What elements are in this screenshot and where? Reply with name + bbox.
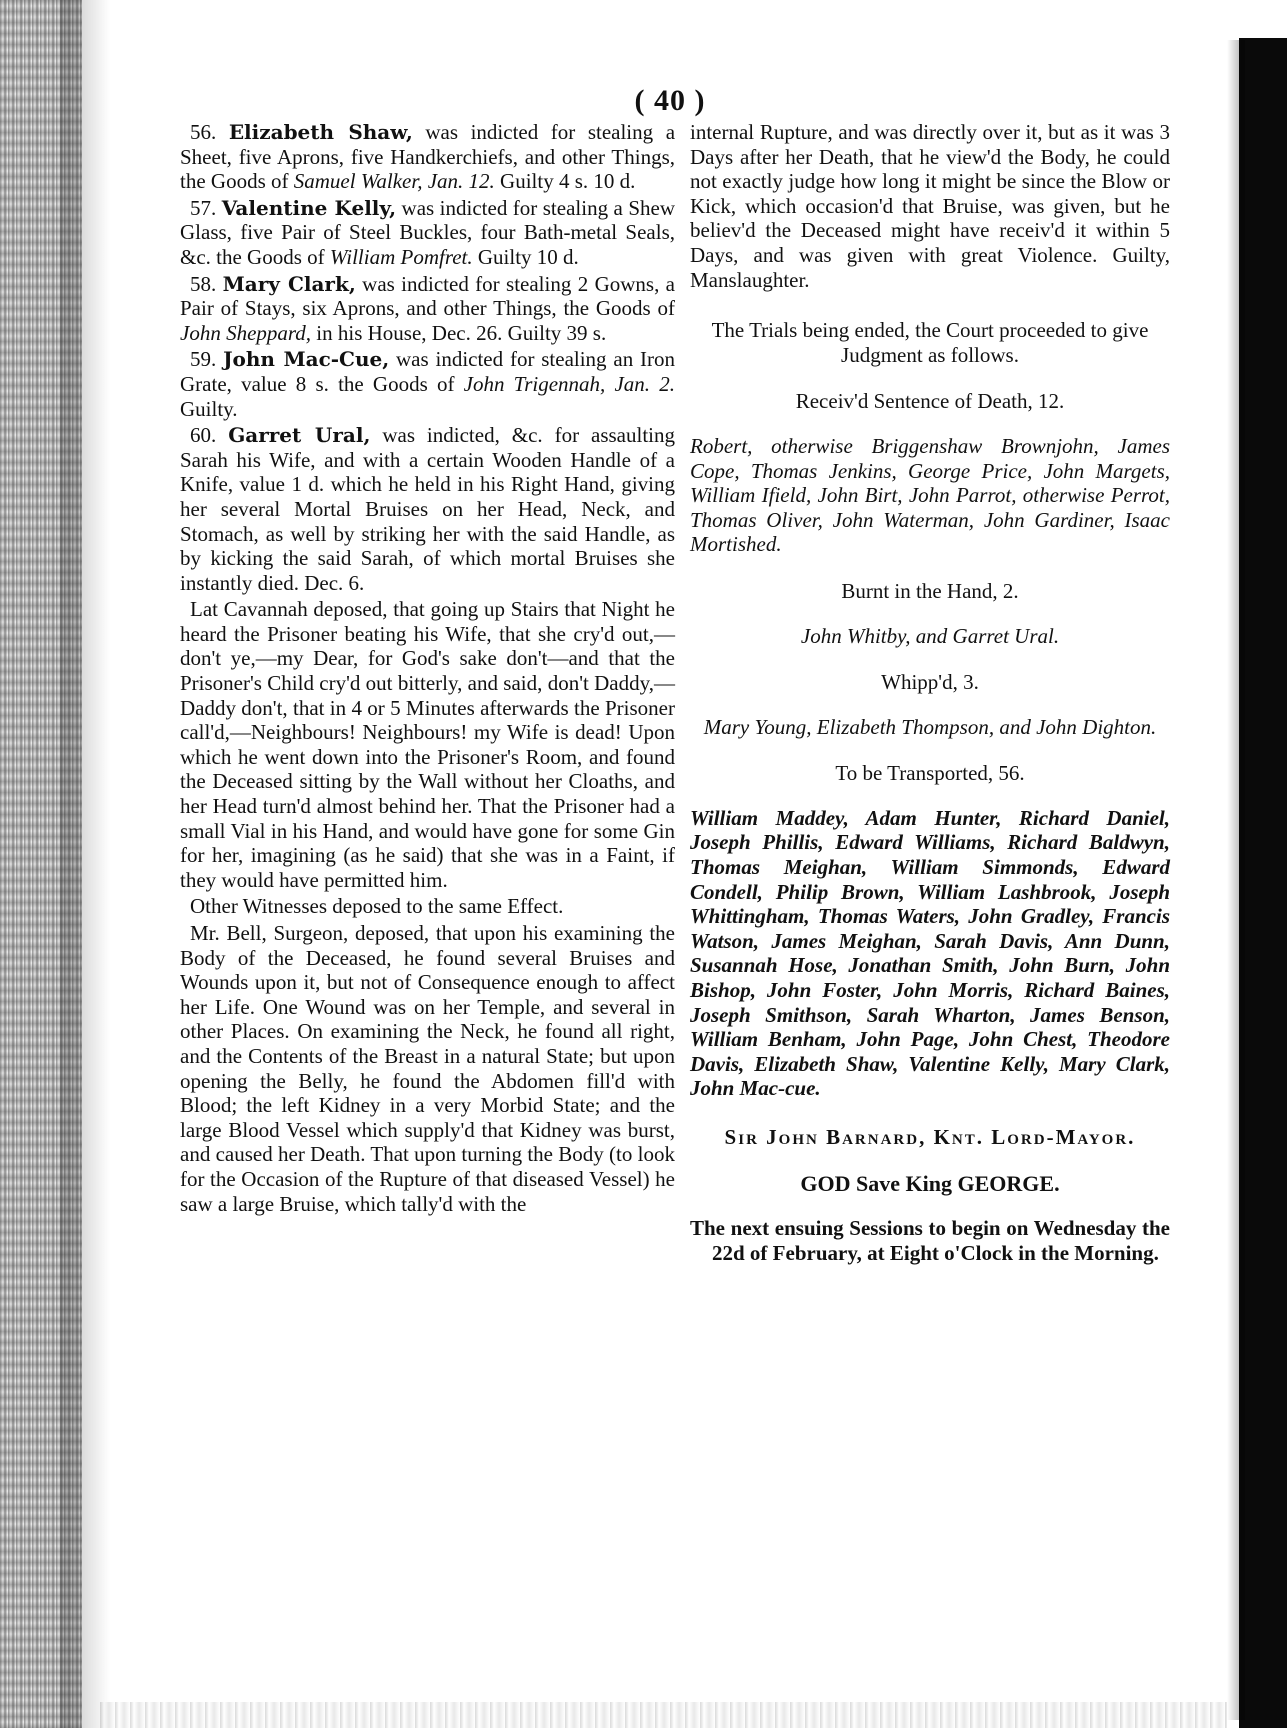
case-entry: 57. Valentine Kelly, was indicted for stealing a Shew Glass, five Pair of Steel Buckles, four Bath-metal Seals, &c. the Goods of William Pomfret. Guilty 10 d. bbox=[180, 195, 676, 269]
god-save-king: GOD Save King GEORGE. bbox=[800, 1170, 1060, 1196]
case-entry-60: 60. Garret Ural, was indicted, &c. for assaulting Sarah his Wife, and with a certain Wooden Handle of a Knife, value 1 d. which he held in his Right Hand, giving her several Mortal Bruises on her Head, Neck, and Stomach, as well by striking her with the said Handle, as by kicking the said Sarah, of which mortal Bruises she instantly died. Dec. 6. bbox=[180, 423, 675, 595]
right-column bbox=[690, 120, 1170, 1265]
scan-right-edge bbox=[1239, 38, 1287, 1728]
case-entry: 59. John Mac-Cue, was indicted for stealing an Iron Grate, value 8 s. the Goods of John Trigennah, Jan. 2. Guilty. bbox=[180, 347, 675, 421]
scan-left-shadow bbox=[60, 0, 110, 1728]
left-column bbox=[180, 120, 675, 1218]
lord-mayor: Sir John Barnard, Knt. Lord-Mayor. bbox=[724, 1125, 1136, 1149]
burnt-heading: Burnt in the Hand, 2. bbox=[841, 578, 1019, 603]
page-number: ( 40 ) bbox=[634, 84, 706, 117]
defendant-name: Garret Ural, bbox=[228, 423, 371, 448]
whipped-names: Mary Young, Elizabeth Thompson, and John Dighton. bbox=[703, 714, 1157, 739]
next-sessions: The next ensuing Sessions to begin on Wednesday the 22d of February, at Eight o'Clock in the Morning. bbox=[690, 1216, 1170, 1265]
testimony-other: Other Witnesses deposed to the same Effect. bbox=[190, 894, 564, 919]
testimony-cavannah: Lat Cavannah deposed, that going up Stairs that Night he heard the Prisoner beating his Wife, that she cry'd out,—don't ye,—my Dear, for God's sake don't—and that the Prisoner's Child cry'd out bitterly, and said, don't Daddy,— Daddy don't, that in 4 or 5 Minutes afterwards the Prisoner call'd,—Neighbours! Neighbours! my Wife is dead! Upon which he went down into the Prisoner's Room, and found the Deceased sitting by the Wall without her Cloaths, and her Head turn'd almost behind her. That the Prisoner had a small Vial in his Hand, and would have gone for some Gin for her, imagining (as he said) that she was in a Faint, if they would have permitted him. bbox=[180, 597, 675, 892]
death-sentence-heading: Receiv'd Sentence of Death, 12. bbox=[795, 389, 1065, 414]
case-entry: 56. Elizabeth Shaw, was indicted for stealing a Sheet, five Aprons, five Handkerchiefs, and other Things, the Goods of Samuel Walker, Jan. 12. Guilty 4 s. 10 d. bbox=[180, 120, 676, 194]
transported-names: William Maddey, Adam Hunter, Richard Daniel, Joseph Phillis, Edward Williams, Richard Baldwyn, Thomas Meighan, William Simmonds, Edward Condell, Philip Brown, William Lashbrook, Joseph Whittingham, Thomas Waters, John Gradley, Francis Watson, James Meighan, Sarah Davis, Ann Dunn, Susannah Hose, Jonathan Smith, John Burn, John Bishop, John Foster, John Morris, Richard Baines, Joseph Smithson, Sarah Wharton, James Benson, William Benham, John Page, John Chest, Theodore Davis, Elizabeth Shaw, Valentine Kelly, Mary Clark, John Mac-cue. bbox=[690, 805, 1170, 1101]
whipped-heading: Whipp'd, 3. bbox=[881, 670, 979, 695]
trials-ended: The Trials being ended, the Court proceeded to give Judgment as follows. bbox=[711, 318, 1149, 367]
defendant-name: Valentine Kelly, bbox=[221, 195, 397, 220]
defendant-name: Mary Clark, bbox=[222, 271, 356, 296]
testimony-continuation: internal Rupture, and was directly over it, but as it was 3 Days after her Death, that he view'd the Body, he could not exactly judge how long it might be since the Blow or Kick, which occasion'd that Bruise, was given, but he believ'd the Deceased might have receiv'd it within 5 Days, and was given with great Violence. Guilty, Manslaughter. bbox=[690, 120, 1170, 292]
scan-bottom-noise bbox=[100, 1702, 1227, 1728]
death-sentence-names: Robert, otherwise Briggenshaw Brownjohn, James Cope, Thomas Jenkins, George Price, John Margets, William Ifield, John Birt, John Parrot, otherwise Perrot, Thomas Oliver, John Waterman, John Gardiner, Isaac Mortished. bbox=[690, 433, 1170, 557]
defendant-name: Elizabeth Shaw, bbox=[228, 120, 413, 144]
defendant-name: John Mac-Cue, bbox=[223, 347, 390, 372]
case-entry: 58. Mary Clark, was indicted for stealing 2 Gowns, a Pair of Stays, six Aprons, and other Things, the Goods of John Sheppard, in his House, Dec. 26. Guilty 39 s. bbox=[180, 271, 676, 345]
testimony-surgeon: Mr. Bell, Surgeon, deposed, that upon his examining the Body of the Deceased, he found several Bruises and Wounds upon it, but not of Consequence enough to affect her Life. One Wound was on her Temple, and several in other Places. On examining the Neck, he found all right, and the Contents of the Breast in a natural State; but upon opening the Belly, he found the Abdomen fill'd with Blood; the left Kidney in a very Morbid State; and the large Blood Vessel which supply'd that Kidney was burst, and caused her Death. That upon turning the Body (to look for the Occasion of the Rupture of that diseased Vessel) he saw a large Bruise, which tally'd with the bbox=[180, 921, 675, 1216]
burnt-names: John Whitby, and Garret Ural. bbox=[800, 623, 1060, 648]
scan-right-shadow bbox=[1227, 40, 1245, 1720]
transported-heading: To be Transported, 56. bbox=[835, 761, 1025, 786]
